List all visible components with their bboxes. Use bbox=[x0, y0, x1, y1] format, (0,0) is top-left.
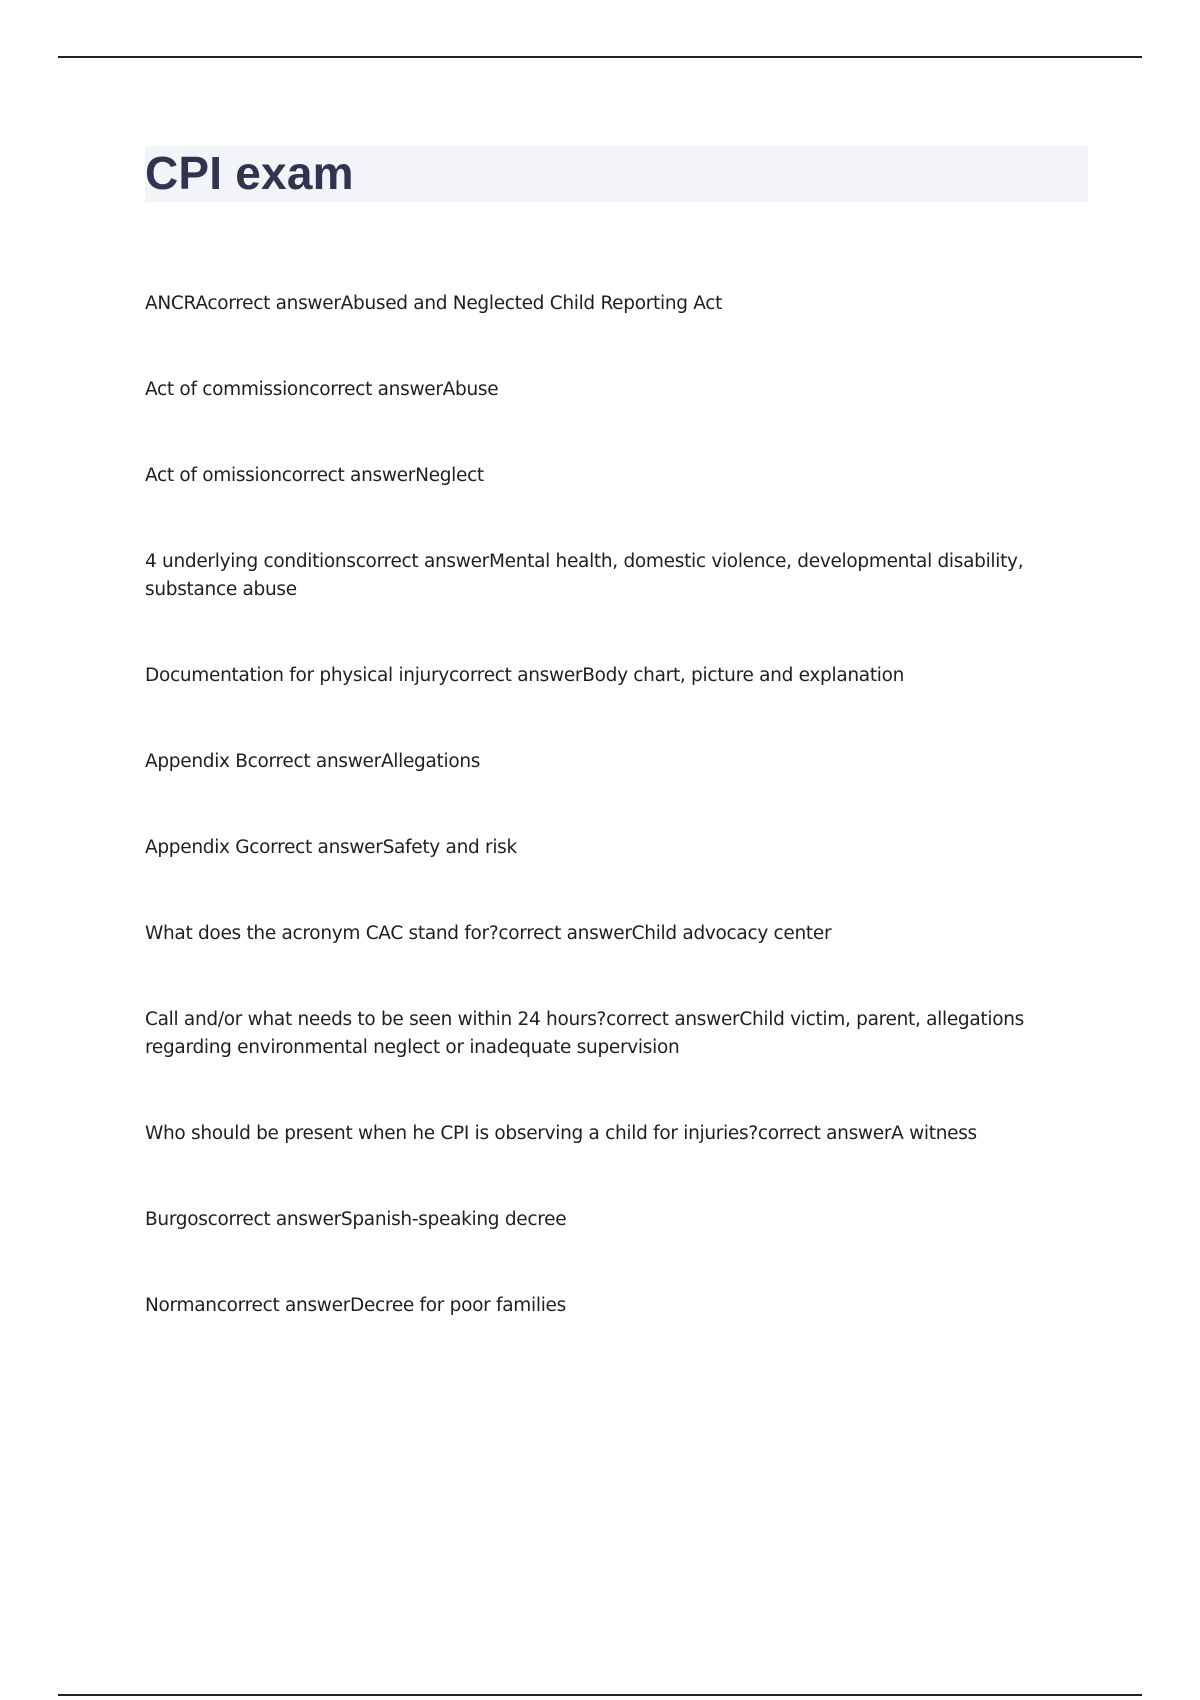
qa-separator: correct answer bbox=[207, 293, 341, 314]
qa-item bbox=[145, 548, 1045, 604]
header-divider bbox=[58, 56, 1142, 58]
qa-separator: correct answer bbox=[247, 751, 381, 772]
qa-answer: Spanish-speaking decree bbox=[340, 1209, 567, 1230]
qa-term: Act of omission bbox=[145, 465, 282, 486]
qa-term: Act of commission bbox=[145, 379, 310, 400]
qa-answer: Decree for poor families bbox=[350, 1295, 566, 1316]
qa-answer: Child victim, parent, allegations regarding environmental neglect or inadequate supervision bbox=[145, 1009, 1024, 1058]
qa-separator: correct answer bbox=[448, 665, 583, 686]
page-title: CPI exam bbox=[145, 147, 354, 199]
qa-term: Norman bbox=[145, 1295, 217, 1316]
qa-answer: Abuse bbox=[442, 379, 499, 400]
qa-separator: correct answer bbox=[309, 379, 443, 400]
qa-answer: Child advocacy center bbox=[631, 923, 832, 944]
qa-item bbox=[145, 1006, 1045, 1062]
qa-item bbox=[145, 1206, 1045, 1234]
qa-term: ANCRA bbox=[145, 293, 208, 314]
qa-term: Who should be present when he CPI is observing a child for injuries? bbox=[145, 1123, 758, 1144]
qa-answer: Mental health, domestic violence, developmental disability, substance abuse bbox=[145, 551, 1024, 600]
qa-term: 4 underlying conditions bbox=[145, 551, 356, 572]
qa-answer: Body chart, picture and explanation bbox=[582, 665, 905, 686]
qa-item bbox=[145, 376, 1045, 404]
qa-separator: correct answer bbox=[216, 1295, 351, 1316]
qa-item bbox=[145, 290, 1045, 318]
qa-answer: Safety and risk bbox=[382, 837, 517, 858]
qa-term: Burgos bbox=[145, 1209, 208, 1230]
footer-divider bbox=[58, 1694, 1142, 1696]
qa-separator: correct answer bbox=[498, 923, 632, 944]
qa-answer: Abused and Neglected Child Reporting Act bbox=[340, 293, 723, 314]
qa-item bbox=[145, 662, 1045, 690]
qa-answer: Allegations bbox=[380, 751, 481, 772]
qa-separator: correct answer bbox=[606, 1009, 740, 1030]
qa-item bbox=[145, 920, 1045, 948]
qa-term: What does the acronym CAC stand for? bbox=[145, 923, 499, 944]
qa-separator: correct answer bbox=[207, 1209, 341, 1230]
qa-list bbox=[145, 290, 1045, 1378]
qa-term: Documentation for physical injury bbox=[145, 665, 449, 686]
qa-item bbox=[145, 748, 1045, 776]
qa-item bbox=[145, 1120, 1045, 1148]
qa-term: Call and/or what needs to be seen within 24 hours? bbox=[145, 1009, 607, 1030]
qa-term: Appendix G bbox=[145, 837, 250, 858]
qa-item bbox=[145, 834, 1045, 862]
qa-answer: Neglect bbox=[415, 465, 484, 486]
qa-term: Appendix B bbox=[145, 751, 248, 772]
qa-separator: correct answer bbox=[281, 465, 416, 486]
qa-item bbox=[145, 1292, 1045, 1320]
qa-separator: correct answer bbox=[757, 1123, 892, 1144]
qa-item bbox=[145, 462, 1045, 490]
qa-separator: correct answer bbox=[249, 837, 383, 858]
qa-separator: correct answer bbox=[355, 551, 489, 572]
qa-answer: A witness bbox=[891, 1123, 977, 1144]
